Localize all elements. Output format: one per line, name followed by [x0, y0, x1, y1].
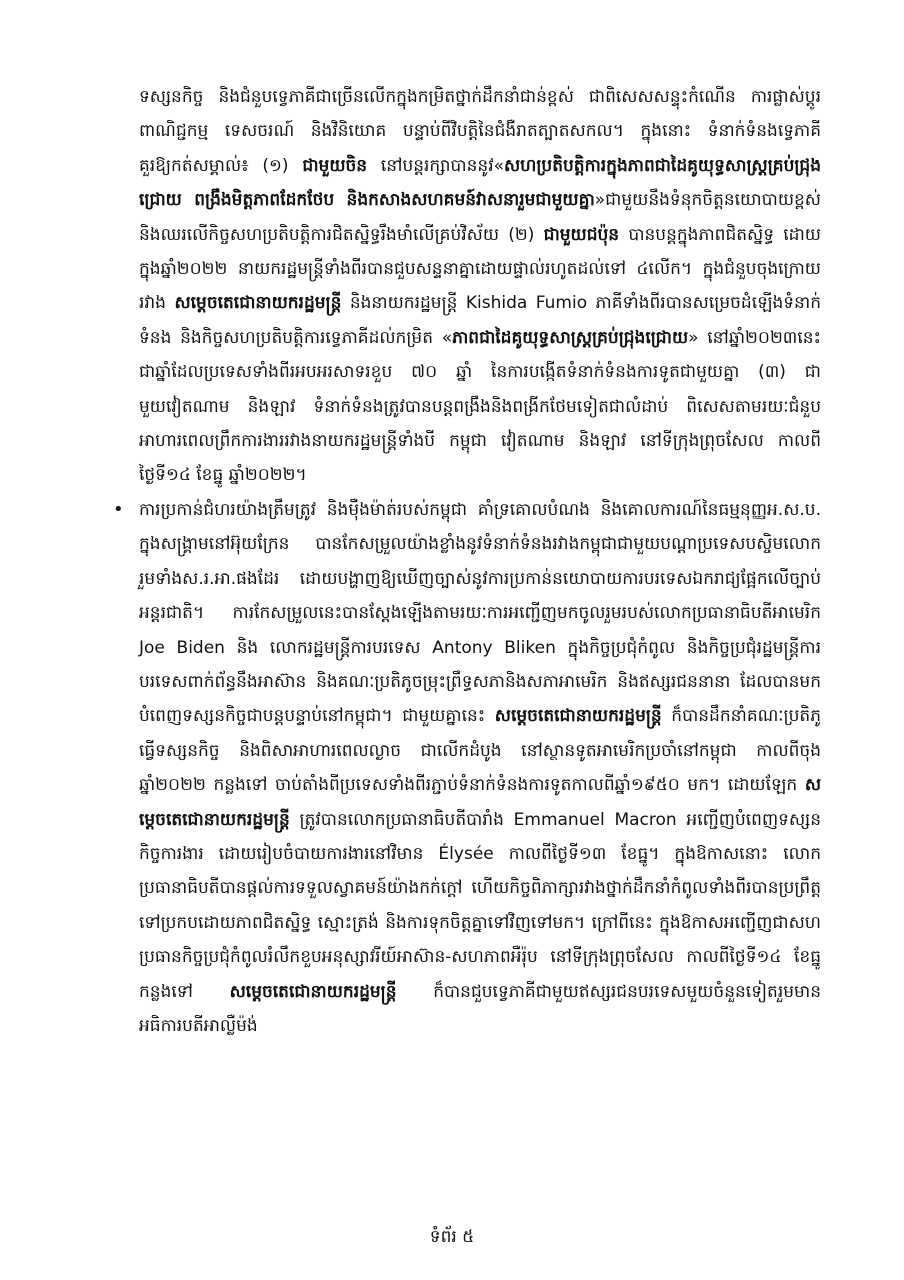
body-text: [113, 80, 822, 1043]
bullet-marker: •: [113, 498, 124, 520]
bullet-paragraph-foreign-policy: • ការប្រកាន់ជំហរយ៉ាងត្រឹមត្រូវ និងម៉ឺងម៉ាត់របស់កម្ពុជា គាំទ្រគោលបំណង និងគោលការណ៍នៃធម្មនុញ្ញអ.ស.ប. ក្នុងសង្គ្រាមនៅអ៊ុយក្រែន បានកែសម្រួលយ៉ាងខ្លាំងនូវទំនាក់ទំនងរវាងកម្ពុជាជាមួយបណ្តាប្រទេសបស្ចិមលោក រួមទាំងស.រ.អា.ផងដែរ ដោយបង្ហាញឱ្យឃើញច្បាស់នូវការប្រកាន់នយោបាយការបរទេសឯករាជ្យផ្អែកលើច្បាប់អន្តរជាតិ។ ការកែសម្រួលនេះបានស្តែងឡើងតាមរយៈការអញ្ជើញមកចូលរួមរបស់លោកប្រធានាធិបតីអាមេរិក Joe Biden និង លោករដ្ឋមន្ត្រីការបរទេស Antony Bliken ក្នុងកិច្ចប្រជុំកំពូល និងកិច្ចប្រជុំរដ្ឋមន្ត្រីការបរទេសពាក់ព័ន្ធនឹងអាស៊ាន និងគណៈប្រតិភូចម្រុះព្រឹទ្ធសភានិងសភាអាមេរិក និងឥស្សរជននានា ដែលបានមកបំពេញទស្សនកិច្ចជាបន្តបន្ទាប់នៅកម្ពុជា។ ជាមួយគ្នានេះ សម្តេចតេជោនាយករដ្ឋមន្ត្រី ក៏បានដឹកនាំគណៈប្រតិភូធ្វើទស្សនកិច្ច និងពិសាអាហារពេលល្ងាច ជាលើកដំបូង នៅស្ថានទូតអាមេរិកប្រចាំនៅកម្ពុជា កាលពីចុងឆ្នាំ២០២២ កន្លងទៅ ចាប់តាំងពីប្រទេសទាំងពីរភ្ជាប់ទំនាក់ទំនងការទូតកាលពីឆ្នាំ១៩៥០ មក។ ដោយឡែក សម្តេចតេជោនាយករដ្ឋមន្ត្រី ត្រូវបានលោកប្រធានាធិបតីបារាំង Emmanuel Macron អញ្ជើញបំពេញទស្សនកិច្ចការងារ ដោយរៀបចំបាយការងារនៅវិមាន Élysée កាលពីថ្ងៃទី១៣ ខែធ្នូ។ ក្នុងឱកាសនោះ លោកប្រធានាធិបតីបានផ្តល់ការទទួលស្វាគមន៍យ៉ាងកក់ក្តៅ ហើយកិច្ចពិភាក្សារវាងថ្នាក់ដឹកនាំកំពូលទាំងពីរបានប្រព្រឹត្តទៅប្រកបដោយភាពជិតស្និទ្ធ ស្មោះត្រង់ និងការទុកចិត្តគ្នាទៅវិញទៅមក។ ក្រៅពីនេះ ក្នុងឱកាសអញ្ជើញជាសហប្រធានកិច្ចប្រជុំកំពូលរំលឹកខួបអនុស្សាវរីយ៍អាស៊ាន-សហភាពអឺរ៉ុប នៅទីក្រុងព្រុចសែល កាលពីថ្ងៃទី១៤ ខែធ្នូ កន្លងទៅ សម្តេចតេជោនាយករដ្ឋមន្ត្រី ក៏បានជួបទ្វេភាគីជាមួយឥស្សរជនបរទេសមួយចំនួនទៀតរួមមាន អធិការបតីអាល្លឺម៉ង់: [139, 493, 821, 1044]
paragraph-bilateral-relations: ទស្សនកិច្ច និងជំនួបទ្វេភាគីជាច្រើនលើកក្នុងកម្រិតថ្នាក់ដឹកនាំជាន់ខ្ពស់ ជាពិសេសសន្ទុះកំណើន ការផ្លាស់ប្តូរពាណិជ្ជកម្ម ទេសចរណ៍ និងវិនិយោគ បន្ទាប់ពីវិបត្តិនៃជំងឺរាតត្បាតសកល។ ក្នុងនោះ ទំនាក់ទំនងទ្វេភាគីគួរឱ្យកត់សម្គាល់៖ (១) ជាមួយចិន នៅបន្តរក្សាបាននូវ«សហប្រតិបត្តិការក្នុងភាពជាដៃគូយុទ្ធសាស្ត្រគ្រប់ជ្រុងជ្រោយ ពង្រឹងមិត្តភាពដែកថែប និងកសាងសហគមន៍វាសនារួមជាមួយគ្នា»ជាមួយនឹងទំនុកចិត្តនយោបាយខ្ពស់ និងឈរលើកិច្ចសហប្រតិបត្តិការជិតស្និទ្ធរឹងមាំលើគ្រប់វិស័យ (២) ជាមួយជប៉ុន បានបន្តក្នុងភាពជិតស្និទ្ធ ដោយក្នុងឆ្នាំ២០២២ នាយករដ្ឋមន្ត្រីទាំងពីរបានជួបសន្ទនាគ្នាដោយផ្ទាល់រហូតដល់ទៅ ៤លើក។ ក្នុងជំនួបចុងក្រោយរវាង សម្តេចតេជោនាយករដ្ឋមន្ត្រី និងនាយករដ្ឋមន្ត្រី Kishida Fumio ភាគីទាំងពីរបានសម្រេចដំឡើងទំនាក់ទំនង និងកិច្ចសហប្រតិបត្តិការទ្វេភាគីដល់កម្រិត «ភាពជាដៃគូយុទ្ធសាស្ត្រគ្រប់ជ្រុងជ្រោយ» នៅឆ្នាំ២០២៣នេះ ជាឆ្នាំដែលប្រទេសទាំងពីរអបអរសាទរខួប ៧០ ឆ្នាំ នៃការបង្កើតទំនាក់ទំនងការទូតជាមួយគ្នា (៣) ជាមួយវៀតណាម និងឡាវ ទំនាក់ទំនងត្រូវបានបន្តពង្រឹងនិងពង្រីកថែមទៀតជាលំដាប់ ពិសេសតាមរយៈជំនួបអាហារពេលព្រឹកការងាររវាងនាយករដ្ឋមន្ត្រីទាំងបី កម្ពុជា វៀតណាម និងឡាវ នៅទីក្រុងព្រុចសែល កាលពីថ្ងៃទី១៤ ខែធ្នូ ឆ្នាំ២០២២។: [139, 87, 822, 486]
page-number: ទំព័រ ៥: [429, 1227, 475, 1247]
